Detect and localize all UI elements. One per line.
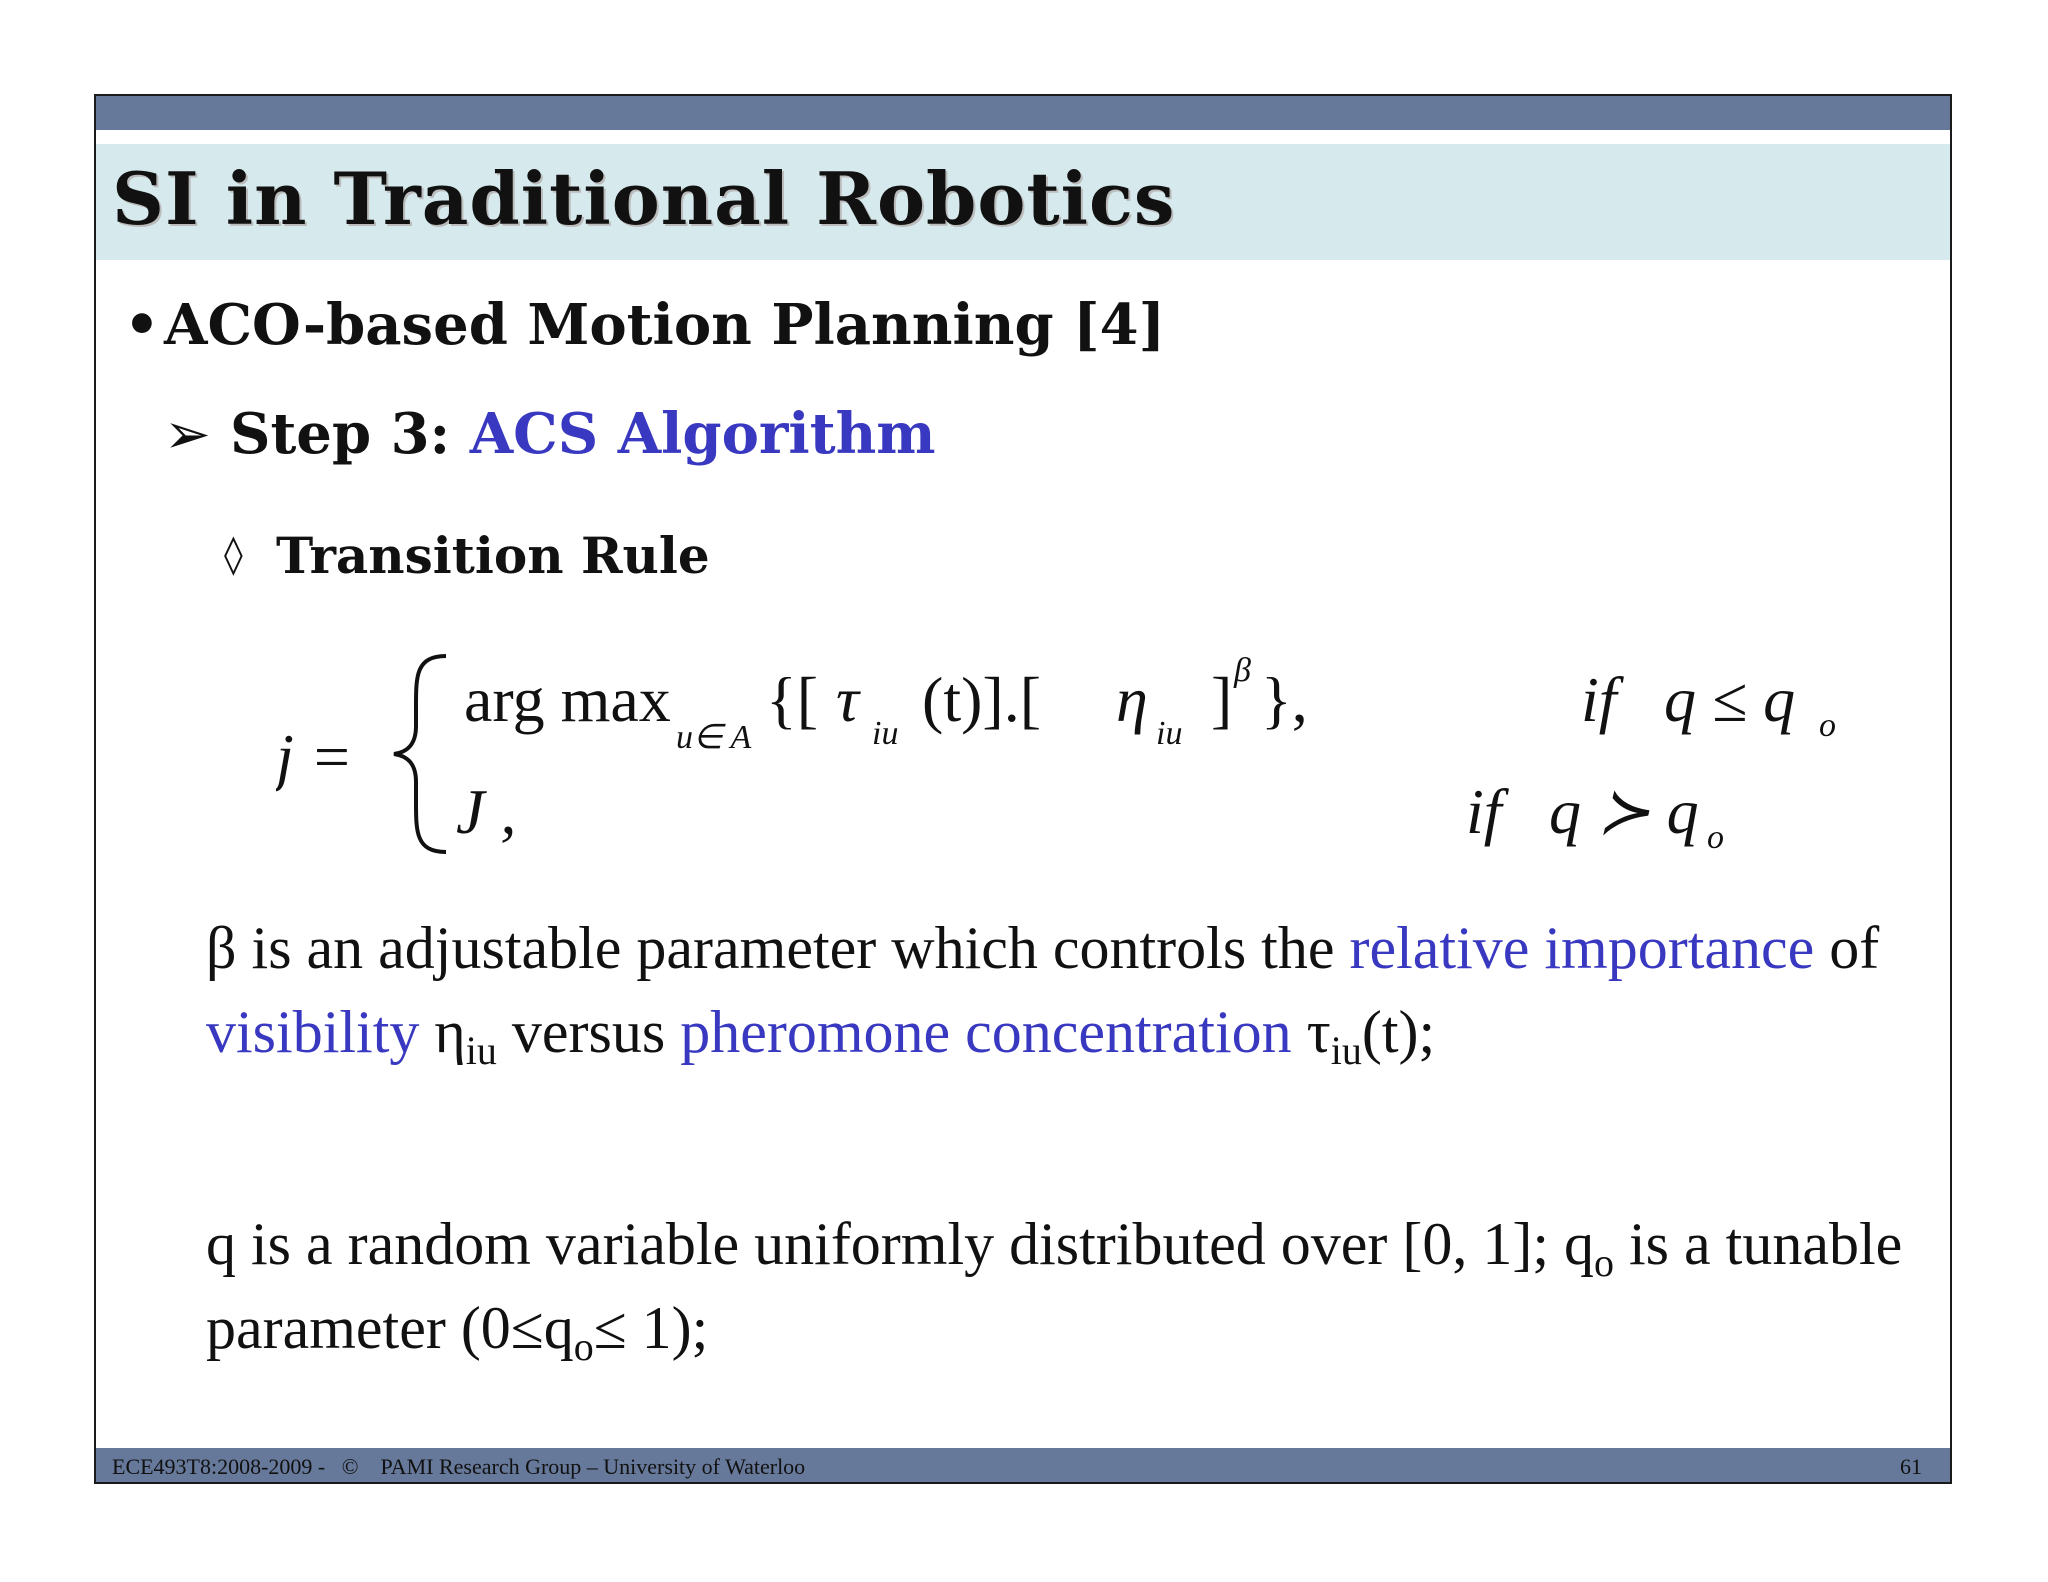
- p1-eta-sub: iu: [465, 1028, 497, 1073]
- p1-text-2: of: [1814, 915, 1880, 981]
- page-number: 61: [1900, 1454, 1922, 1479]
- p1-pheromone-concentration: pheromone concentration: [680, 999, 1292, 1065]
- p1-visibility: visibility: [206, 999, 420, 1065]
- case2-condition: q ≻ q: [1549, 776, 1699, 847]
- case1-condition-sub: o: [1819, 707, 1836, 744]
- transition-rule-formula: [276, 626, 1836, 856]
- p1-tau: τ: [1291, 999, 1331, 1065]
- case1-brace-close: },: [1261, 664, 1308, 735]
- p1-tau-sub: iu: [1330, 1028, 1362, 1073]
- p2-text-1: q is a random variable uniformly distributed over [0, 1]; q: [206, 1211, 1594, 1277]
- bullet-level-1: [124, 292, 1165, 358]
- beta-description: [206, 906, 1936, 1074]
- bullet-level-2: [164, 401, 936, 467]
- case1-tau-sub: iu: [872, 715, 899, 752]
- diamond-bullet-icon: ◊: [224, 532, 243, 576]
- p1-text-3: versus: [496, 999, 681, 1065]
- p1-text-1: β is an adjustable parameter which controls the: [206, 915, 1350, 981]
- bullet-level-3: [224, 526, 710, 585]
- arrow-bullet-icon: ➢: [164, 402, 211, 467]
- q-description: [206, 1202, 1936, 1370]
- case1-eta-sub: iu: [1156, 715, 1183, 752]
- case1-bracket-close: ]: [1211, 664, 1233, 735]
- p2-text-3: ≤ 1);: [593, 1295, 709, 1361]
- case1-tau: τ: [836, 664, 859, 735]
- p2-q0-sub: o: [1594, 1240, 1614, 1285]
- case2-if: if: [1466, 776, 1502, 847]
- p2-q0-sub-2: o: [573, 1324, 594, 1369]
- case1-condition: q ≤ q: [1664, 664, 1796, 735]
- p1-relative-importance: relative importance: [1349, 915, 1815, 981]
- p1-eta: η: [419, 999, 466, 1065]
- slide-title: SI in Traditional Robotics: [112, 156, 1176, 241]
- header-bar: [96, 96, 1950, 130]
- footer-credit: ECE493T8:2008-2009 - © PAMI Research Group – University of Waterloo: [112, 1454, 806, 1479]
- slide: [94, 94, 1952, 1484]
- step-highlight: ACS Algorithm: [469, 401, 936, 467]
- brace-icon: [394, 656, 446, 852]
- case1-brace-open: {[: [766, 664, 819, 735]
- case1-argmax-sub: u∈ A: [676, 719, 752, 756]
- case1-eta: η: [1116, 664, 1148, 735]
- bullet-text: ACO-based Motion Planning [4]: [164, 292, 1166, 358]
- p2-text-2: is a tunable parameter (0≤q: [206, 1211, 1903, 1361]
- case1-mid: (t)].[: [922, 664, 1042, 735]
- case1-if: if: [1581, 664, 1617, 735]
- case2-expr: J ,: [456, 776, 517, 847]
- formula-lhs: j =: [276, 721, 353, 792]
- transition-rule-label: Transition Rule: [276, 526, 710, 585]
- case2-condition-sub: o: [1707, 819, 1724, 856]
- bullet-dot-icon: •: [124, 292, 160, 358]
- case1-argmax: arg max: [464, 664, 671, 735]
- p1-text-4: (t);: [1361, 999, 1436, 1065]
- case1-beta-exp: β: [1234, 652, 1251, 689]
- step-label: Step 3:: [230, 401, 470, 467]
